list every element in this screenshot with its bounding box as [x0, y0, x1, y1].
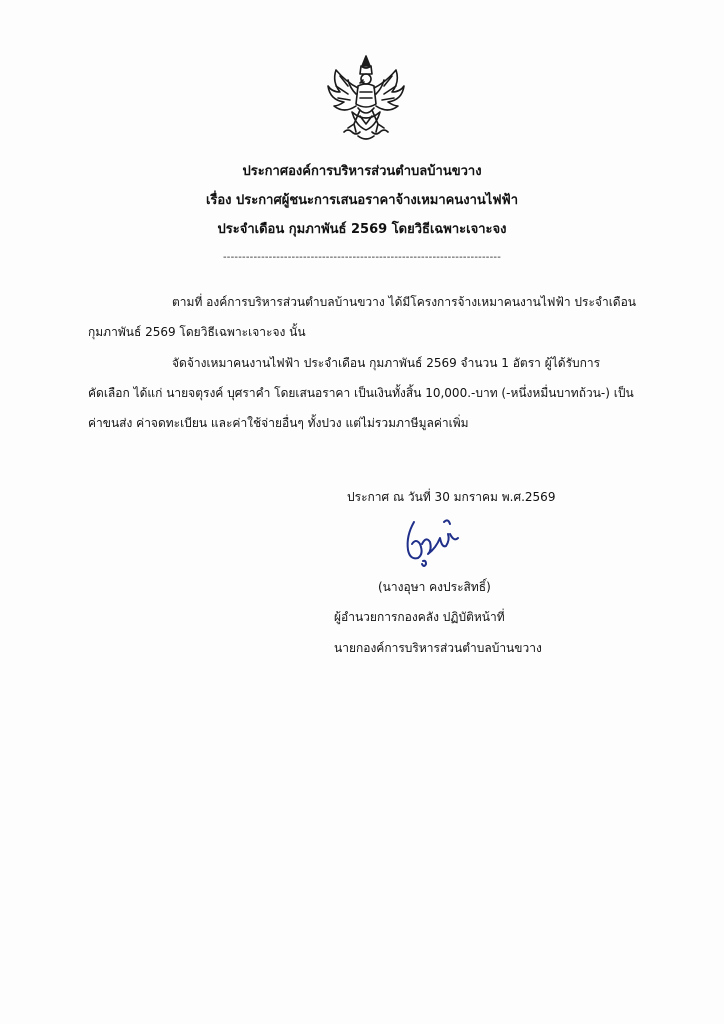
body-paragraph-2-line-3: ค่าขนส่ง ค่าจดทะเบียน และค่าใช้จ่ายอื่นๆ ทั้งปวง แต่ไม่รวมภาษีมูลค่าเพิ่ม	[88, 416, 469, 430]
document-title: ประกาศองค์การบริหารส่วนตำบลบ้านขวาง	[242, 164, 482, 179]
body-paragraph-2-line-2: คัดเลือก ได้แก่ นายจตุรงค์ บุศราคำ โดยเสนอราคา เป็นเงินทั้งสิ้น 10,000.-บาท (-หนึ่งหมื่นบาทถ้วน-) เป็น	[88, 386, 634, 400]
signer-position-line-2: นายกองค์การบริหารส่วนตำบลบ้านขวาง	[334, 641, 542, 655]
announcement-date: ประกาศ ณ วันที่ 30 มกราคม พ.ศ.2569	[347, 490, 556, 504]
document-subtitle: ประจำเดือน กุมภาพันธ์ 2569 โดยวิธีเฉพาะเจาะจง	[217, 222, 507, 237]
body-paragraph-1-line-1: ตามที่ องค์การบริหารส่วนตำบลบ้านขวาง ได้มีโครงการจ้างเหมาคนงานไฟฟ้า ประจำเดือน	[172, 295, 636, 309]
body-paragraph-1-line-2: กุมภาพันธ์ 2569 โดยวิธีเฉพาะเจาะจง นั้น	[88, 325, 306, 339]
signer-name: (นางอุษา คงประสิทธิ์)	[378, 580, 491, 594]
body-paragraph-2-line-1: จัดจ้างเหมาคนงานไฟฟ้า ประจำเดือน กุมภาพันธ์ 2569 จำนวน 1 อัตรา ผู้ได้รับการ	[172, 356, 601, 370]
document-subject: เรื่อง ประกาศผู้ชนะการเสนอราคาจ้างเหมาคนงานไฟฟ้า	[205, 193, 519, 208]
garuda-emblem-icon	[318, 52, 414, 148]
signer-position-line-1: ผู้อำนวยการกองคลัง ปฏิบัติหน้าที่	[334, 610, 505, 624]
header-divider: -------------------------------------------------------------------------	[222, 252, 501, 263]
handwritten-signature	[392, 514, 466, 574]
